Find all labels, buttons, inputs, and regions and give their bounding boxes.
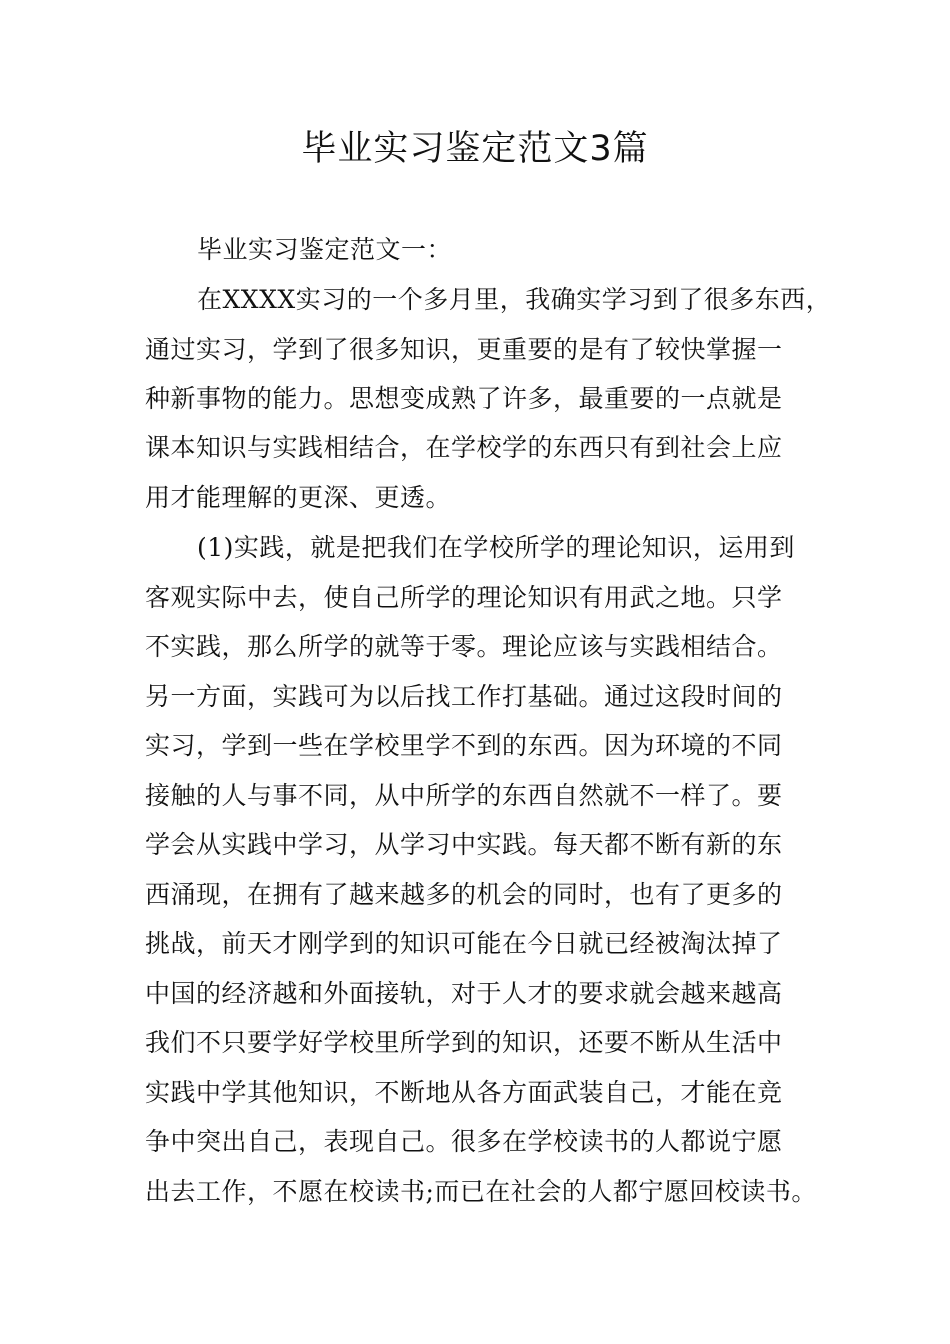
text-line: 西涌现，在拥有了越来越多的机会的同时，也有了更多的: [145, 880, 783, 909]
text-line: 实习，学到一些在学校里学不到的东西。因为环境的不同: [145, 731, 783, 760]
text-line: 出去工作，不愿在校读书;而已在社会的人都宁愿回校读书。: [145, 1177, 817, 1206]
text-line: 在XXXX实习的一个多月里，我确实学习到了很多东西，: [197, 285, 832, 314]
text-line: 课本知识与实践相结合，在学校学的东西只有到社会上应: [145, 433, 783, 462]
text-line: 种新事物的能力。思想变成熟了许多，最重要的一点就是: [145, 384, 783, 413]
text-line: 实践中学其他知识，不断地从各方面武装自己，才能在竞: [145, 1078, 783, 1107]
text-line: 学会从实践中学习，从学习中实践。每天都不断有新的东: [145, 830, 783, 859]
text-line: 争中突出自己，表现自己。很多在学校读书的人都说宁愿: [145, 1127, 783, 1156]
text-line: 通过实习，学到了很多知识，更重要的是有了较快掌握一: [145, 335, 783, 364]
text-line: 用才能理解的更深、更透。: [145, 483, 452, 512]
text-line: 客观实际中去，使自己所学的理论知识有用武之地。只学: [145, 583, 783, 612]
text-line: 我们不只要学好学校里所学到的知识，还要不断从生活中: [145, 1028, 783, 1057]
text-line: 毕业实习鉴定范文一：: [197, 235, 453, 264]
text-line: 接触的人与事不同，从中所学的东西自然就不一样了。要: [145, 781, 783, 810]
text-line: (1)实践，就是把我们在学校所学的理论知识，运用到: [197, 533, 795, 562]
text-line: 不实践，那么所学的就等于零。理论应该与实践相结合。: [145, 632, 783, 661]
text-line: 另一方面，实践可为以后找工作打基础。通过这段时间的: [145, 682, 783, 711]
text-line: 挑战，前天才刚学到的知识可能在今日就已经被淘汰掉了: [145, 929, 783, 958]
document-title: 毕业实习鉴定范文3篇: [301, 129, 649, 169]
text-line: 中国的经济越和外面接轨，对于人才的要求就会越来越高: [145, 979, 783, 1008]
